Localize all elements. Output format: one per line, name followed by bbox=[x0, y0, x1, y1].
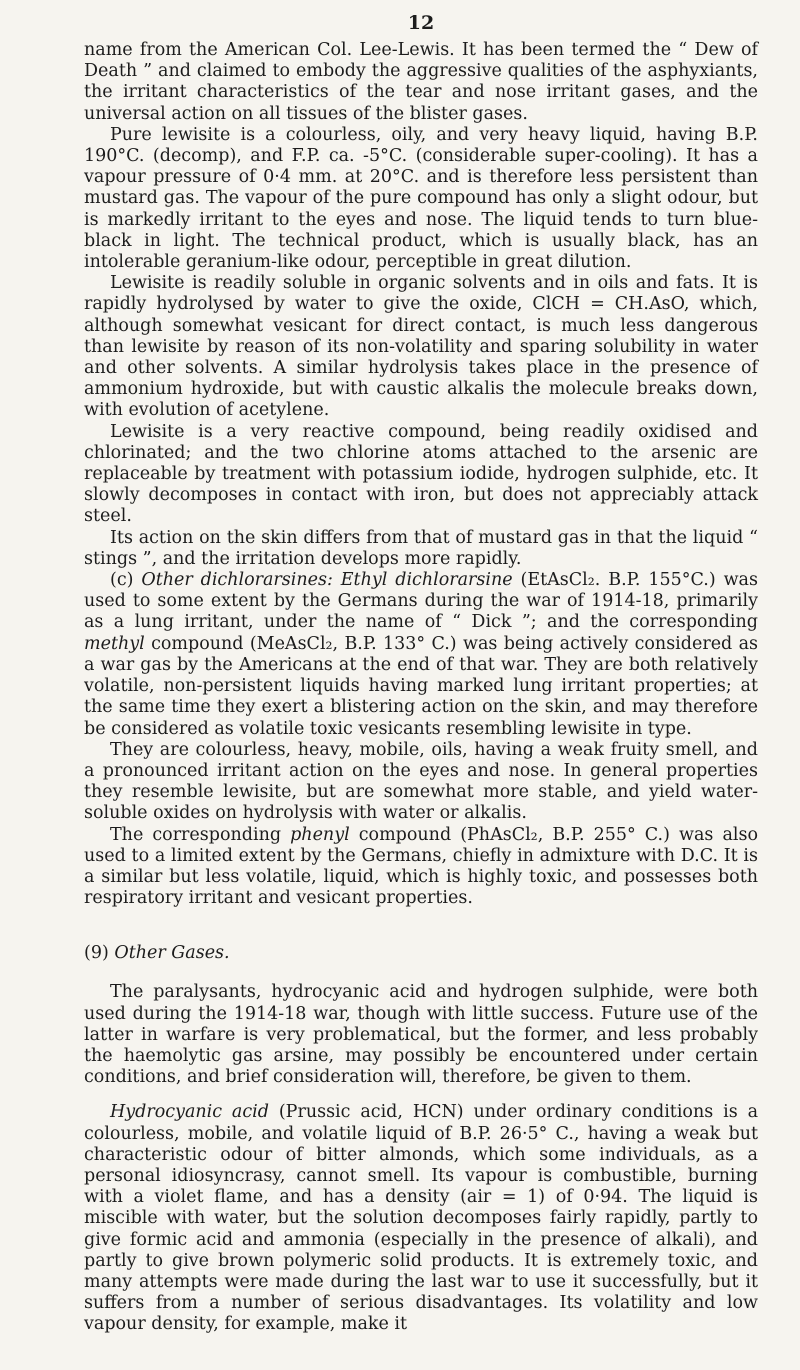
section-number: (9) bbox=[84, 943, 115, 964]
section-heading-other-gases bbox=[84, 943, 758, 964]
paragraph-lewisite-reactivity: Lewisite is a very reactive compound, being readily oxidised and chlorinated; and the two chlorine atoms attached to the arsenic are replaceable by treatment with potassium iodide, hydrogen sulphide, etc. It slowly decomposes in contact with iron, but does not appreciably attack steel. bbox=[84, 421, 758, 527]
phenyl-lead: The corresponding bbox=[110, 824, 291, 845]
phenyl-italic: phenyl bbox=[290, 824, 350, 845]
paragraph-gap bbox=[84, 1088, 758, 1102]
dichlorarsines-rest: compound (MeAsCl₂, B.P. 133° C.) was being actively considered as a war gas by the Americans at the end of that war. They are both relatively volatile, non-persistent liquids having marked lung irritant properties; at the same time they exert a blistering action on the skin, and may therefore be considered as volatile toxic vesicants resembling lewisite in type. bbox=[84, 633, 758, 739]
paragraph-paralysants: The paralysants, hydrocyanic acid and hydrogen sulphide, were both used during the 1914-18 war, though with little success. Future use of the latter in warfare is very problematical, but the former, and less probably the haemolytic gas arsine, may possibly be encountered under certain conditions, and brief consideration will, therefore, be given to them. bbox=[84, 982, 758, 1088]
paragraph-lewisite-intro: name from the American Col. Lee-Lewis. It has been termed the “ Dew of Death ” and claimed to embody the aggressive qualities of the asphyxiants, the irritant characteristics of the tear and nose irritant gases, and the universal action on all tissues of the blister gases. bbox=[84, 40, 758, 124]
dichlorarsines-italic-title: Other dichlorarsines: Ethyl dichlorarsine bbox=[141, 570, 513, 591]
page-number: 12 bbox=[407, 12, 435, 34]
dichlorarsines-mid: (EtAsCl₂. B.P. 155°C.) was used to some extent by the Germans during the war of 1914-18, primarily as a lung irritant, under the name of “ Dick ”; and the corresponding bbox=[84, 570, 758, 633]
paragraph-phenyl-compound bbox=[84, 825, 758, 910]
dichlorarsines-methyl: methyl bbox=[84, 633, 145, 654]
paragraph-pure-lewisite: Pure lewisite is a colourless, oily, and very heavy liquid, having B.P. 190°C. (decomp), and F.P. ca. -5°C. (considerable super-cooling). It has a vapour pressure of 0·4 mm. at 20°C. and is therefore less persistent than mustard gas. The vapour of the pure compound has only a slight odour, but is markedly irritant to the eyes and nose. The liquid tends to turn blue-black in light. The technical product, which is usually black, has an intolerable geranium-like odour, perceptible in great dilution. bbox=[84, 124, 758, 273]
hydrocyanic-rest: (Prussic acid, HCN) under ordinary conditions is a colourless, mobile, and volatile liquid of B.P. 26·5° C., having a weak but characteristic odour of bitter almonds, which some individuals, as a personal idiosyncrasy, cannot smell. Its vapour is combustible, burning with a violet flame, and has a density (air = 1) of 0·94. The liquid is miscible with water, but the solution decomposes fairly rapidly, partly to give formic acid and ammonia (especially in the presence of alkali), and partly to give brown polymeric solid products. It is extremely toxic, and many attempts were made during the last war to use it successfully, but it suffers from a number of serious disadvantages. Its volatility and low vapour density, for example, make it bbox=[84, 1102, 758, 1335]
hydrocyanic-italic: Hydrocyanic acid bbox=[110, 1102, 269, 1123]
paragraph-lewisite-skin-action: Its action on the skin differs from that of mustard gas in that the liquid “ stings ”, and the irritation develops more rapidly. bbox=[84, 527, 758, 569]
paragraph-lewisite-solubility: Lewisite is readily soluble in organic solvents and in oils and fats. It is rapidly hydrolysed by water to give the oxide, ClCH = CH.AsO, which, although somewhat vesicant for direct contact, is much less dangerous than lewisite by reason of its non-volatility and sparing solubility in water and other solvents. A similar hydrolysis takes place in the presence of ammonium hydroxide, but with caustic alkalis the molecule breaks down, with evolution of acetylene. bbox=[84, 273, 758, 421]
paragraph-dichlorarsines bbox=[84, 570, 758, 740]
paragraph-hydrocyanic-acid bbox=[84, 1102, 758, 1335]
dichlorarsines-lead: (c) bbox=[110, 570, 142, 591]
paragraph-dichlorarsine-properties: They are colourless, heavy, mobile, oils, having a weak fruity smell, and a pronounced irritant action on the eyes and nose. In general properties they resemble lewisite, but are somewhat more stable, and yield water-soluble oxides on hydrolysis with water or alkalis. bbox=[84, 739, 758, 824]
section-title: Other Gases. bbox=[114, 943, 230, 964]
phenyl-rest: compound (PhAsCl₂, B.P. 255° C.) was also used to a limited extent by the Germans, chiefly in admixture with D.C. It is a similar but less volatile, liquid, which is highly toxic, and possesses both respiratory irritant and vesicant properties. bbox=[84, 824, 758, 909]
